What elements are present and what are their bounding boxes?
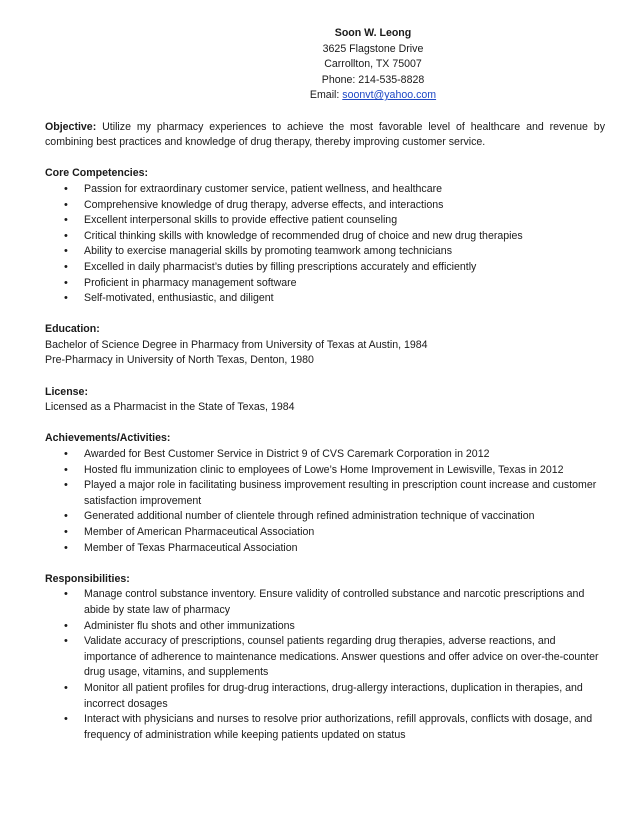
objective-label: Objective: bbox=[45, 120, 97, 133]
list-item: • Monitor all patient profiles for drug-drug interactions, drug-allergy interactions, duplication in therapies, and incorrect dosages bbox=[45, 681, 605, 712]
competencies-title: Core Competencies: bbox=[45, 167, 149, 180]
list-item: • Manage control substance inventory. Ensure validity of controlled substance and narcotic prescriptions and abide by state law of pharmacy bbox=[45, 587, 605, 618]
list-item: • Awarded for Best Customer Service in District 9 of CVS Caremark Corporation in 2012 bbox=[45, 447, 605, 463]
list-item: • Excelled in daily pharmacist’s duties by filling prescriptions accurately and efficiently bbox=[45, 260, 605, 276]
address-line-1: 3625 Flagstone Drive bbox=[322, 42, 424, 55]
license-text: Licensed as a Pharmacist in the State of Texas, 1984 bbox=[45, 401, 295, 414]
education-line: Pre-Pharmacy in University of North Texas, Denton, 1980 bbox=[45, 354, 314, 367]
email-label: Email: bbox=[309, 89, 343, 102]
list-item: • Validate accuracy of prescriptions, counsel patients regarding drug therapies, adverse reactions, and importance of adherence to maintenance medications. Answer questions and offer advice on over-the-counter drug usage, vitamins, and supplements bbox=[45, 634, 605, 681]
list-item: • Critical thinking skills with knowledge of recommended drug of choice and new drug therapies bbox=[45, 229, 605, 245]
list-item: • Played a major role in facilitating business improvement resulting in prescription count increase and customer satisfaction improvement bbox=[45, 478, 605, 509]
list-item: • Interact with physicians and nurses to resolve prior authorizations, refill approvals, conflicts with dosage, and frequency of administration while keeping patients updated on status bbox=[45, 712, 605, 743]
responsibilities-title: Responsibilities: bbox=[45, 572, 130, 585]
education-line: Bachelor of Science Degree in Pharmacy from University of Texas at Austin, 1984 bbox=[45, 338, 428, 351]
objective-text: Utilize my pharmacy experiences to achieve the most favorable level of healthcare and revenue by combining best practices and knowledge of drug therapy, thereby improving customer service. bbox=[45, 120, 605, 149]
resume-page bbox=[45, 26, 605, 743]
education-title: Education: bbox=[45, 323, 100, 336]
achievements-section bbox=[45, 431, 605, 556]
list-item: • Comprehensive knowledge of drug therapy, adverse effects, and interactions bbox=[45, 198, 605, 214]
phone-line: Phone: 214-535-8828 bbox=[321, 73, 425, 86]
competencies-list bbox=[45, 182, 605, 307]
list-item: • Passion for extraordinary customer service, patient wellness, and healthcare bbox=[45, 182, 605, 198]
address-line-2: Carrollton, TX 75007 bbox=[324, 58, 422, 71]
contact-header bbox=[45, 26, 605, 104]
competencies-section bbox=[45, 166, 605, 306]
list-item: • Administer flu shots and other immunizations bbox=[45, 619, 605, 635]
list-item: • Proficient in pharmacy management software bbox=[45, 276, 605, 292]
license-section bbox=[45, 385, 605, 416]
list-item: • Member of American Pharmaceutical Association bbox=[45, 525, 605, 541]
email-link[interactable]: soonvt@yahoo.com bbox=[342, 89, 437, 102]
list-item: • Excellent interpersonal skills to provide effective patient counseling bbox=[45, 213, 605, 229]
education-section bbox=[45, 322, 605, 369]
list-item: • Self-motivated, enthusiastic, and diligent bbox=[45, 291, 605, 307]
list-item: • Ability to exercise managerial skills by promoting teamwork among technicians bbox=[45, 244, 605, 260]
applicant-name: Soon W. Leong bbox=[334, 27, 412, 39]
list-item: • Hosted flu immunization clinic to employees of Lowe’s Home Improvement in Lewisville, Texas in 2012 bbox=[45, 463, 605, 479]
email-line bbox=[141, 88, 605, 104]
achievements-list bbox=[45, 447, 605, 556]
achievements-title: Achievements/Activities: bbox=[45, 432, 171, 445]
license-title: License: bbox=[45, 385, 88, 398]
responsibilities-section bbox=[45, 572, 605, 744]
responsibilities-list bbox=[45, 587, 605, 743]
objective-section bbox=[45, 120, 605, 151]
list-item: • Member of Texas Pharmaceutical Association bbox=[45, 541, 605, 557]
list-item: • Generated additional number of clientele through refined administration technique of vaccination bbox=[45, 509, 605, 525]
